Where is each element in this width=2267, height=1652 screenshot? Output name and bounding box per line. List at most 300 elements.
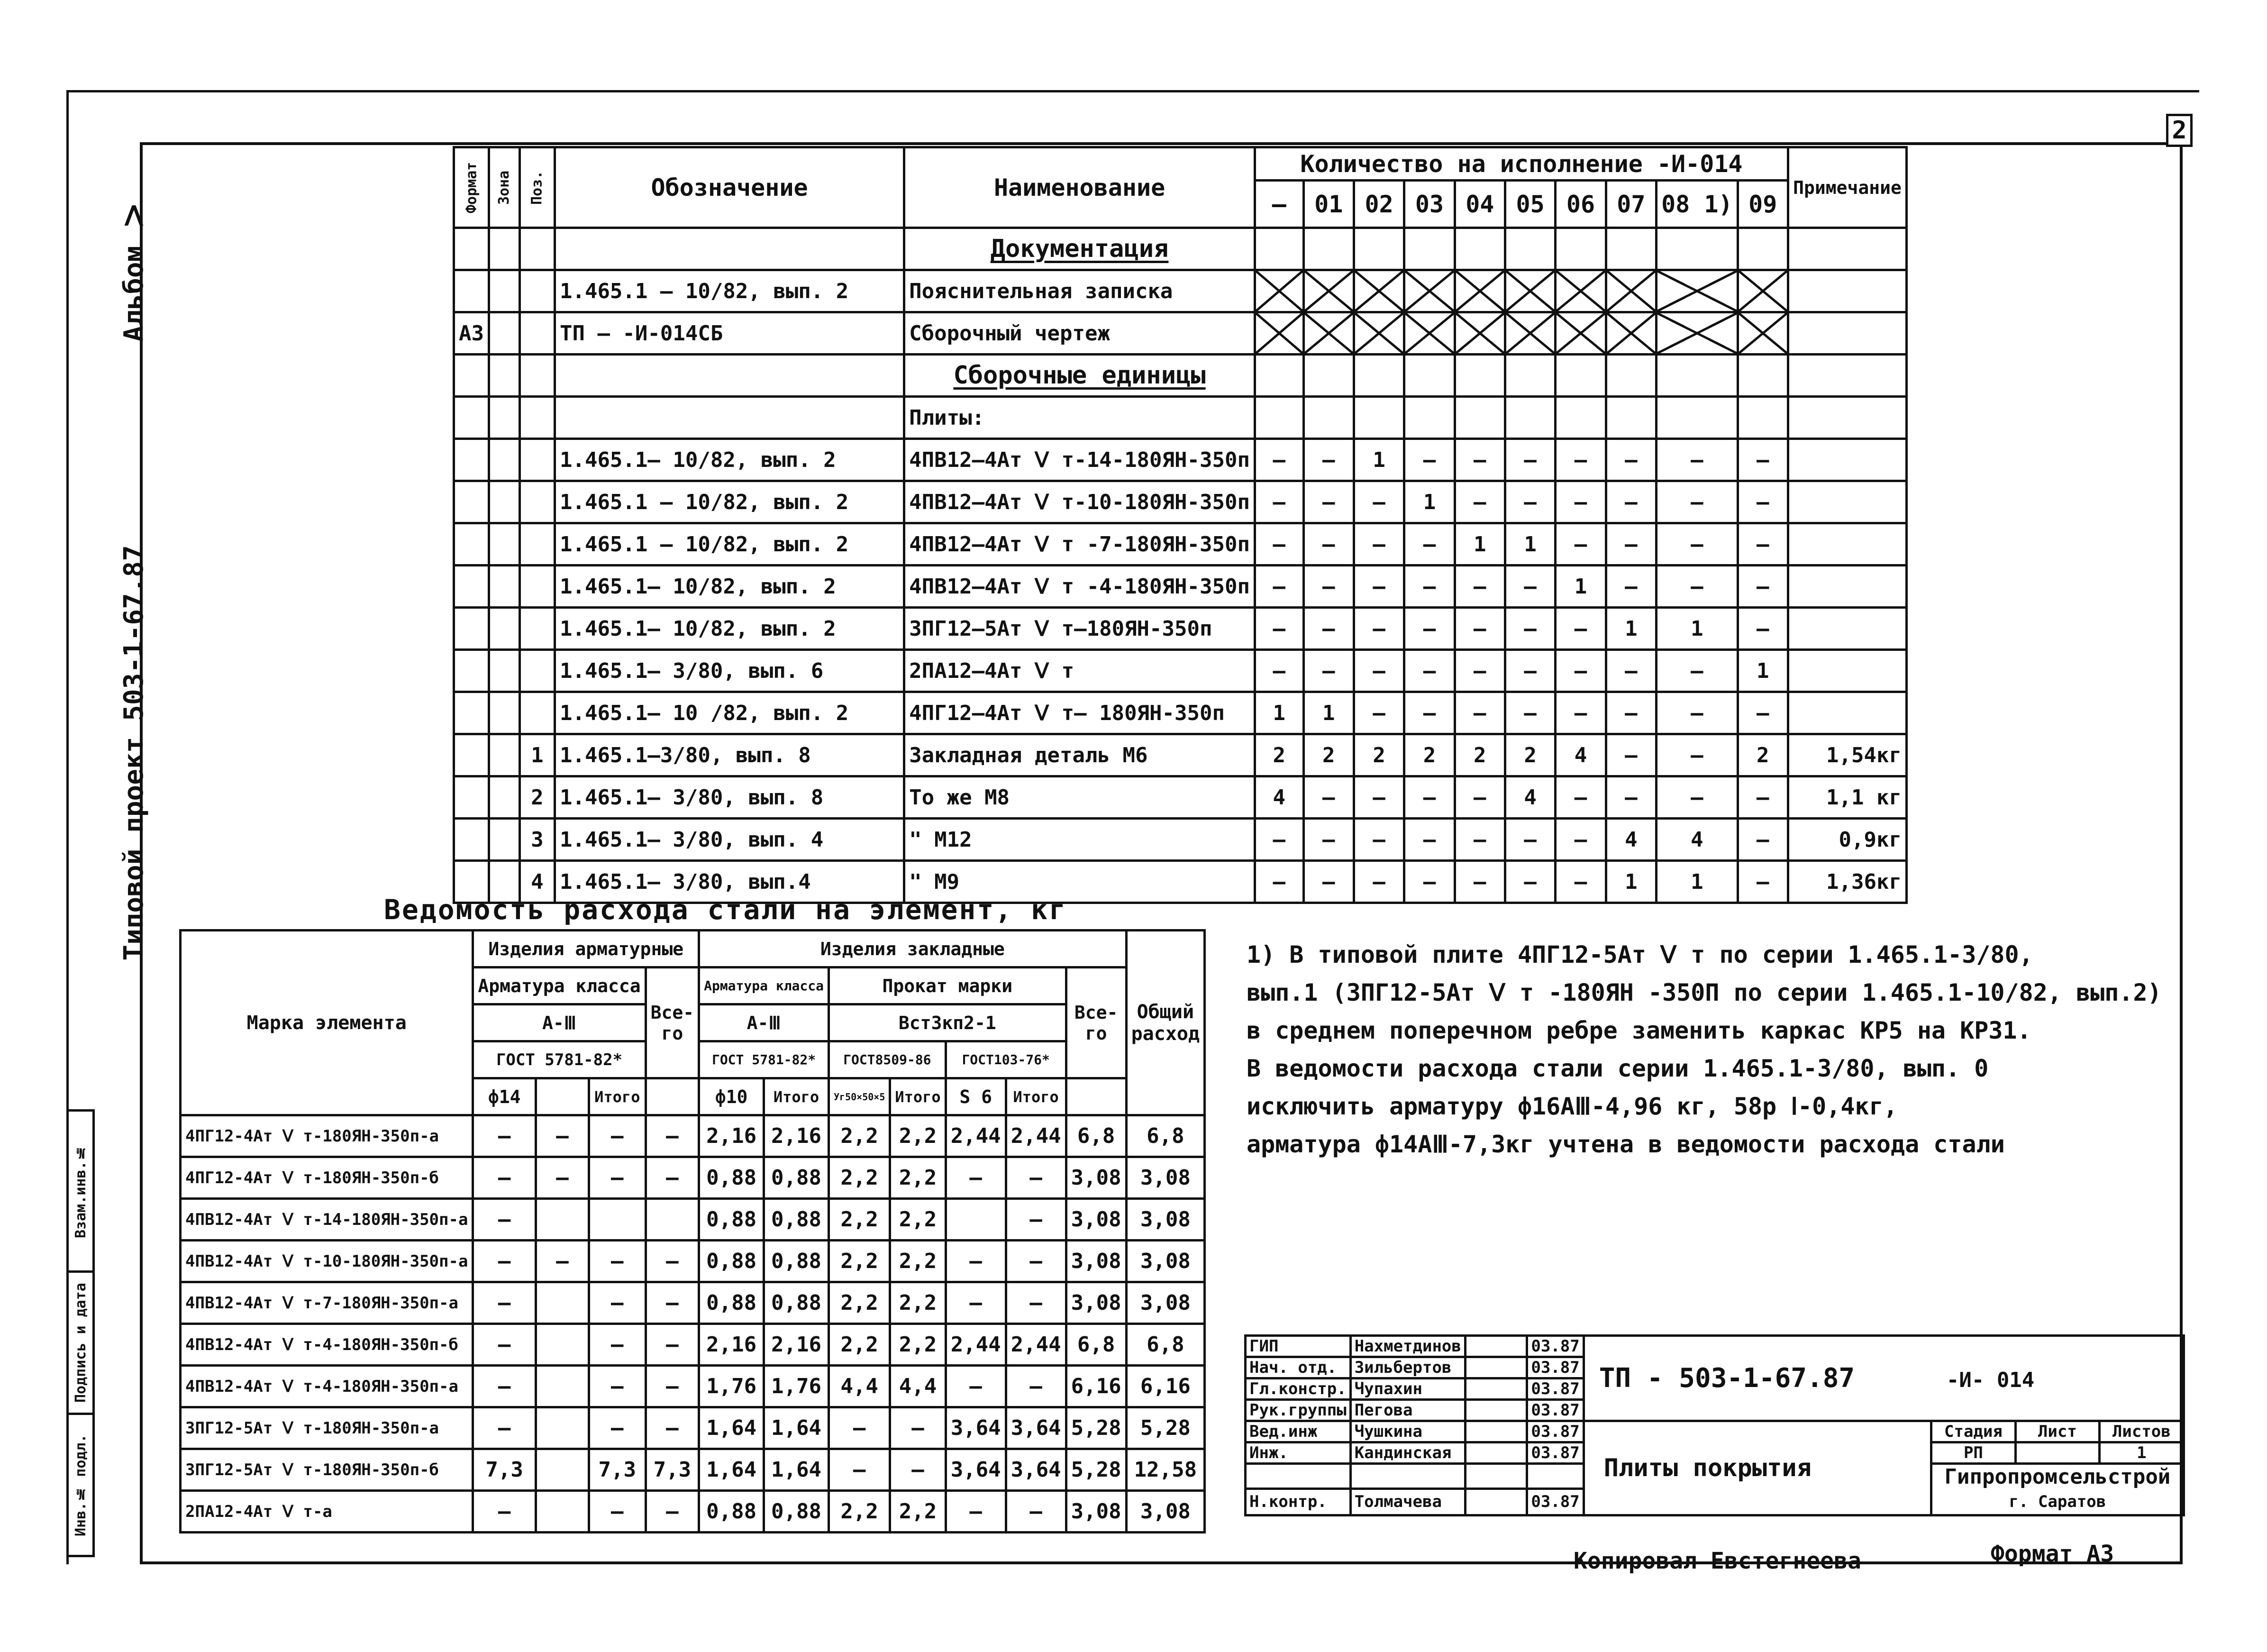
steel-value: — <box>946 1366 1006 1407</box>
steel-value: — <box>589 1491 646 1533</box>
spec-format <box>454 566 489 608</box>
spec-zone <box>489 228 519 270</box>
spec-row <box>454 608 1907 650</box>
crossed-cell <box>1255 312 1303 355</box>
spec-qty: — <box>1455 819 1505 861</box>
spec-designation: ТП – -И-014СБ <box>555 312 904 355</box>
crossed-cell <box>1303 312 1354 355</box>
steel-value: — <box>646 1366 699 1407</box>
steel-value: 6,16 <box>1126 1366 1204 1407</box>
variant-header: 08 1) <box>1657 181 1738 228</box>
col-designation: Обозначение <box>555 147 904 228</box>
steel-row <box>181 1241 1205 1282</box>
note-line-3: в среднем поперечном ребре заменить каркас КР5 на КР31. <box>1247 1017 2031 1044</box>
stamp-sign <box>1465 1336 1527 1357</box>
steel-value: — <box>589 1157 646 1199</box>
spec-qty <box>1455 397 1505 439</box>
spec-qty: — <box>1255 439 1303 481</box>
crossed-cell <box>1606 312 1656 355</box>
stamp-role: Н.контр. <box>1246 1488 1351 1515</box>
spec-qty: — <box>1606 439 1656 481</box>
col-pos: Поз. <box>519 147 555 228</box>
stamp-role: Инж. <box>1246 1442 1351 1464</box>
spec-name <box>904 270 1255 312</box>
spec-qty: — <box>1738 819 1788 861</box>
steel-value: 2,2 <box>890 1241 946 1282</box>
spec-qty: — <box>1354 566 1404 608</box>
steel-value: 0,88 <box>699 1491 764 1533</box>
spec-qty: 2 <box>1354 734 1404 776</box>
spec-qty <box>1505 397 1555 439</box>
spec-pos <box>519 523 555 566</box>
spec-format <box>454 481 489 523</box>
stamp-name <box>1350 1464 1465 1489</box>
stamp-date: 03.87 <box>1527 1336 1584 1357</box>
stamp-role: Нач. отд. <box>1246 1357 1351 1378</box>
spec-qty: — <box>1738 776 1788 819</box>
steel-value: 0,88 <box>699 1282 764 1324</box>
steel-value: — <box>473 1491 536 1533</box>
steel-value <box>646 1199 699 1241</box>
spec-qty: — <box>1505 650 1555 692</box>
steel-value: 6,8 <box>1126 1115 1204 1157</box>
spec-row <box>454 439 1907 481</box>
spec-qty <box>1354 355 1404 397</box>
spec-name <box>904 566 1255 608</box>
steel-value: 2,2 <box>829 1241 890 1282</box>
steel-s6: S 6 <box>946 1078 1006 1115</box>
spec-qty: 1 <box>1354 439 1404 481</box>
spec-qty: — <box>1657 692 1738 734</box>
steel-value: 2,16 <box>699 1115 764 1157</box>
spec-qty: — <box>1606 481 1656 523</box>
spec-qty: — <box>1303 481 1354 523</box>
spec-designation <box>555 397 904 439</box>
spec-qty: — <box>1606 566 1656 608</box>
steel-value: 2,2 <box>829 1491 890 1533</box>
spec-name-text: " М12 <box>909 827 972 852</box>
spec-name-text: 2ПА12–4Ат Ⅴ т <box>909 658 1074 683</box>
steel-value: 0,88 <box>699 1157 764 1199</box>
stamp-code2: -И- 014 <box>1946 1368 2035 1392</box>
steel-value: — <box>589 1324 646 1366</box>
spec-qty: — <box>1556 608 1606 650</box>
spec-qty: — <box>1556 819 1606 861</box>
spec-qty: — <box>1505 608 1555 650</box>
crossed-cell <box>1455 312 1505 355</box>
steel-value: 0,88 <box>699 1241 764 1282</box>
steel-value: — <box>589 1241 646 1282</box>
steel-value: 2,2 <box>829 1324 890 1366</box>
spec-qty <box>1303 355 1354 397</box>
steel-itogo2: Итого <box>890 1078 946 1115</box>
stamp-code-cell <box>1584 1336 2184 1421</box>
spec-zone <box>489 355 519 397</box>
spec-qty: — <box>1738 861 1788 903</box>
spec-name-text: Пояснительная записка <box>909 279 1173 303</box>
spec-note: 1,36кг <box>1788 861 1906 903</box>
stamp-sheet-h: Лист <box>2016 1421 2100 1442</box>
spec-qty: — <box>1303 439 1354 481</box>
variant-header: 03 <box>1404 181 1455 228</box>
steel-mark: 4ПВ12-4Ат Ⅴ т-4-180ЯН-350п-б <box>181 1324 473 1366</box>
steel-value: 0,88 <box>699 1199 764 1241</box>
steel-mark: 2ПА12-4Ат Ⅴ т-а <box>181 1491 473 1533</box>
steel-d14: ф14 <box>473 1078 536 1115</box>
note-line-5: исключить арматуру ф16АⅢ-4,96 кг, 58р Ⅰ-0,4кг, <box>1247 1093 1898 1120</box>
steel-row <box>181 1324 1205 1366</box>
spec-qty: — <box>1255 861 1303 903</box>
spec-format <box>454 819 489 861</box>
spec-qty <box>1657 228 1738 270</box>
spec-qty: 1 <box>1657 608 1738 650</box>
stamp-org: Гипропромсельстрой <box>1944 1465 2171 1489</box>
spec-designation: 1.465.1– 10 /82, вып. 2 <box>555 692 904 734</box>
spec-note: 0,9кг <box>1788 819 1906 861</box>
stamp-sign <box>1465 1421 1527 1442</box>
spec-qty: — <box>1738 566 1788 608</box>
crossed-cell <box>1738 312 1788 355</box>
steel-value: — <box>646 1324 699 1366</box>
spec-pos <box>519 355 555 397</box>
spec-designation: 1.465.1 – 10/82, вып. 2 <box>555 481 904 523</box>
spec-qty: — <box>1404 439 1455 481</box>
steel-value: 1,76 <box>764 1366 829 1407</box>
col-zone: Зона <box>489 147 519 228</box>
stamp-sign <box>1465 1464 1527 1489</box>
stamp-date <box>1527 1464 1584 1489</box>
spec-row <box>454 270 1907 312</box>
side-stamp <box>66 1109 95 1557</box>
spec-qty: — <box>1455 481 1505 523</box>
spec-name-text: 3ПГ12–5Ат Ⅴ т–180ЯН-350п <box>909 616 1212 641</box>
spec-name-text: 4ПГ12–4Ат Ⅴ т– 180ЯН-350п <box>909 701 1225 725</box>
steel-mark: 4ПГ12-4Ат Ⅴ т-180ЯН-350п-б <box>181 1157 473 1199</box>
steel-value: 3,08 <box>1126 1157 1204 1199</box>
stamp-sheets-h: Листов <box>2099 1421 2184 1442</box>
spec-note <box>1788 397 1906 439</box>
spec-qty: — <box>1455 650 1505 692</box>
spec-name <box>904 608 1255 650</box>
spec-qty: — <box>1255 523 1303 566</box>
steel-value: 2,2 <box>890 1491 946 1533</box>
steel-value: — <box>589 1282 646 1324</box>
spec-qty: — <box>1404 776 1455 819</box>
stamp-name: Кандинская <box>1350 1442 1465 1464</box>
steel-value: — <box>1006 1241 1066 1282</box>
spec-qty: 1 <box>1505 523 1555 566</box>
steel-row <box>181 1199 1205 1241</box>
spec-qty <box>1255 397 1303 439</box>
steel-value: 5,28 <box>1126 1407 1204 1449</box>
steel-total: Итого <box>589 1078 646 1115</box>
steel-mark: 4ПВ12-4Ат Ⅴ т-7-180ЯН-350п-а <box>181 1282 473 1324</box>
steel-value: — <box>473 1115 536 1157</box>
spec-name-text: Плиты: <box>909 405 985 430</box>
stamp-name: Чупахин <box>1350 1378 1465 1400</box>
spec-qty: — <box>1404 608 1455 650</box>
steel-value: — <box>536 1115 589 1157</box>
spec-qty: — <box>1303 650 1354 692</box>
spec-qty <box>1556 228 1606 270</box>
title-block <box>1244 1334 2185 1516</box>
crossed-cell <box>1657 312 1738 355</box>
steel-value: 4,4 <box>829 1366 890 1407</box>
steel-value: — <box>473 1241 536 1282</box>
frame-top-line <box>66 90 2199 92</box>
steel-value: — <box>473 1407 536 1449</box>
spec-qty <box>1606 355 1656 397</box>
steel-gost1: ГОСТ 5781-82* <box>473 1041 646 1078</box>
spec-qty <box>1738 228 1788 270</box>
steel-value: 7,3 <box>589 1449 646 1491</box>
steel-table-title: Ведомость расхода стали на элемент, кг <box>384 894 1067 926</box>
spec-name <box>904 439 1255 481</box>
steel-value: 3,08 <box>1066 1199 1126 1241</box>
steel-value: 2,2 <box>829 1199 890 1241</box>
spec-qty <box>1505 228 1555 270</box>
steel-value: 3,08 <box>1126 1282 1204 1324</box>
spec-qty: 2 <box>1404 734 1455 776</box>
steel-value: 6,8 <box>1126 1324 1204 1366</box>
spec-qty: — <box>1556 692 1606 734</box>
steel-value: 2,2 <box>890 1199 946 1241</box>
replaced-inv: Взам.инв.№ <box>68 1111 94 1272</box>
steel-rebar-class2: Арматура класса <box>699 967 829 1004</box>
spec-qty: — <box>1455 608 1505 650</box>
steel-value: — <box>589 1366 646 1407</box>
steel-value: 3,64 <box>946 1407 1006 1449</box>
spec-qty <box>1505 355 1555 397</box>
col-name: Наименование <box>904 147 1255 228</box>
steel-col-mark: Марка элемента <box>181 931 473 1115</box>
steel-d10: ф10 <box>699 1078 764 1115</box>
spec-format <box>454 692 489 734</box>
steel-value: 3,64 <box>946 1449 1006 1491</box>
spec-note: 1,54кг <box>1788 734 1906 776</box>
spec-note <box>1788 270 1906 312</box>
variant-header: 04 <box>1455 181 1505 228</box>
spec-row <box>454 692 1907 734</box>
spec-pos <box>519 650 555 692</box>
steel-value: — <box>1006 1366 1066 1407</box>
stamp-name: Зильбертов <box>1350 1357 1465 1378</box>
steel-value: — <box>646 1115 699 1157</box>
spec-zone <box>489 608 519 650</box>
spec-format <box>454 439 489 481</box>
spec-pos: 2 <box>519 776 555 819</box>
spec-qty <box>1606 397 1656 439</box>
spec-note <box>1788 692 1906 734</box>
crossed-cell <box>1556 270 1606 312</box>
steel-row <box>181 1407 1205 1449</box>
spec-qty: — <box>1255 650 1303 692</box>
steel-value: 2,44 <box>1006 1324 1066 1366</box>
spec-qty <box>1354 228 1404 270</box>
stamp-name: Чушкина <box>1350 1421 1465 1442</box>
spec-qty: 1 <box>1303 692 1354 734</box>
stamp-sign <box>1465 1442 1527 1464</box>
stamp-name: Нахметдинов <box>1350 1336 1465 1357</box>
steel-value: — <box>946 1241 1006 1282</box>
spec-note <box>1788 566 1906 608</box>
spec-pos <box>519 481 555 523</box>
crossed-cell <box>1455 270 1505 312</box>
variant-header: – <box>1255 181 1303 228</box>
spec-qty: 4 <box>1255 776 1303 819</box>
steel-value: 12,58 <box>1126 1449 1204 1491</box>
spec-qty <box>1404 397 1455 439</box>
spec-pos <box>519 270 555 312</box>
steel-gost3: ГОСТ8509-86 <box>829 1041 946 1078</box>
steel-value: — <box>1006 1199 1066 1241</box>
spec-qty: — <box>1738 439 1788 481</box>
steel-value: 2,2 <box>890 1157 946 1199</box>
spec-name <box>904 819 1255 861</box>
steel-value: — <box>646 1282 699 1324</box>
steel-row <box>181 1115 1205 1157</box>
stamp-city: г. Саратов <box>2009 1492 2106 1511</box>
spec-qty: 2 <box>1255 734 1303 776</box>
spec-designation: 1.465.1– 10/82, вып. 2 <box>555 566 904 608</box>
spec-pos: 4 <box>519 861 555 903</box>
steel-row <box>181 1282 1205 1324</box>
spec-pos: 1 <box>519 734 555 776</box>
spec-qty: — <box>1606 734 1656 776</box>
spec-zone <box>489 481 519 523</box>
spec-name-text: Документация <box>990 235 1169 263</box>
spec-qty: — <box>1303 861 1354 903</box>
steel-value: 4,4 <box>890 1366 946 1407</box>
spec-name <box>904 523 1255 566</box>
spec-qty: — <box>1657 481 1738 523</box>
spec-qty: 1 <box>1657 861 1738 903</box>
steel-value <box>536 1407 589 1449</box>
steel-value <box>536 1282 589 1324</box>
steel-value: 3,08 <box>1126 1199 1204 1241</box>
spec-qty: — <box>1255 608 1303 650</box>
spec-qty: — <box>1404 650 1455 692</box>
variant-header: 06 <box>1556 181 1606 228</box>
spec-qty: — <box>1556 861 1606 903</box>
spec-qty: 1 <box>1255 692 1303 734</box>
stamp-date: 03.87 <box>1527 1378 1584 1400</box>
spec-format <box>454 397 489 439</box>
steel-value: — <box>946 1157 1006 1199</box>
spec-format <box>454 650 489 692</box>
steel-value: — <box>589 1407 646 1449</box>
steel-row <box>181 1449 1205 1491</box>
stamp-name: Толмачева <box>1350 1488 1465 1515</box>
spec-designation: 1.465.1–3/80, вып. 8 <box>555 734 904 776</box>
steel-value: 0,88 <box>764 1157 829 1199</box>
steel-row <box>181 1366 1205 1407</box>
spec-qty: 1 <box>1556 566 1606 608</box>
steel-a3b: А-Ⅲ <box>699 1004 829 1041</box>
spec-qty <box>1354 397 1404 439</box>
stamp-date: 03.87 <box>1527 1400 1584 1421</box>
album-label: Альбом Ⅴ <box>118 199 149 342</box>
spec-note <box>1788 312 1906 355</box>
spec-format <box>454 523 489 566</box>
spec-name-text: Сборочный чертеж <box>909 321 1110 346</box>
spec-qty: — <box>1455 439 1505 481</box>
crossed-cell <box>1404 312 1455 355</box>
spec-qty: — <box>1606 523 1656 566</box>
steel-value: — <box>646 1491 699 1533</box>
spec-qty: — <box>1255 481 1303 523</box>
spec-qty: — <box>1657 734 1738 776</box>
steel-value <box>536 1449 589 1491</box>
steel-value: 2,2 <box>890 1282 946 1324</box>
spec-qty: 4 <box>1657 819 1738 861</box>
spec-designation: 1.465.1– 10/82, вып. 2 <box>555 608 904 650</box>
crossed-cell <box>1354 270 1404 312</box>
crossed-cell <box>1404 270 1455 312</box>
stamp-org-cell <box>1931 1464 2184 1515</box>
col-note: Примечание <box>1788 147 1906 228</box>
crossed-cell <box>1505 270 1555 312</box>
stamp-role <box>1246 1464 1351 1489</box>
steel-mark: 4ПВ12-4Ат Ⅴ т-14-180ЯН-350п-а <box>181 1199 473 1241</box>
spec-qty <box>1255 228 1303 270</box>
steel-value: 1,64 <box>764 1407 829 1449</box>
spec-qty <box>1455 355 1505 397</box>
steel-value: — <box>646 1157 699 1199</box>
spec-row <box>454 523 1907 566</box>
spec-qty <box>1455 228 1505 270</box>
stamp-sign <box>1465 1400 1527 1421</box>
spec-qty: — <box>1455 566 1505 608</box>
spec-note <box>1788 481 1906 523</box>
spec-qty <box>1738 397 1788 439</box>
steel-col-grand: Общий расход <box>1126 931 1204 1115</box>
spec-qty: — <box>1738 523 1788 566</box>
spec-qty: — <box>1354 650 1404 692</box>
spec-zone <box>489 734 519 776</box>
crossed-cell <box>1738 270 1788 312</box>
spec-qty: — <box>1606 650 1656 692</box>
signature-date: Подпись и дата <box>68 1272 94 1414</box>
spec-row <box>454 734 1907 776</box>
spec-qty: — <box>1657 650 1738 692</box>
spec-pos <box>519 692 555 734</box>
spec-designation: 1.465.1– 3/80, вып.4 <box>555 861 904 903</box>
spec-format <box>454 734 489 776</box>
stamp-role: Гл.констр. <box>1246 1378 1351 1400</box>
spec-qty: 1 <box>1606 861 1656 903</box>
steel-value <box>589 1199 646 1241</box>
sheet-format: Формат А3 <box>1991 1541 2114 1567</box>
steel-value: — <box>536 1157 589 1199</box>
stamp-title: Плиты покрытия <box>1584 1421 1931 1515</box>
copied-by: Копировал Евстегнеева <box>1574 1548 1861 1574</box>
steel-value: 2,16 <box>699 1324 764 1366</box>
steel-value: — <box>1006 1157 1066 1199</box>
spec-qty: — <box>1505 439 1555 481</box>
steel-value: 3,08 <box>1066 1282 1126 1324</box>
steel-value: 1,76 <box>699 1366 764 1407</box>
steel-value <box>536 1366 589 1407</box>
steel-value: — <box>473 1157 536 1199</box>
spec-row <box>454 228 1907 270</box>
steel-value: 6,16 <box>1066 1366 1126 1407</box>
variant-header: 02 <box>1354 181 1404 228</box>
steel-value: 3,08 <box>1126 1491 1204 1533</box>
spec-designation: 1.465.1– 10/82, вып. 2 <box>555 439 904 481</box>
steel-value <box>536 1324 589 1366</box>
spec-qty: — <box>1505 861 1555 903</box>
